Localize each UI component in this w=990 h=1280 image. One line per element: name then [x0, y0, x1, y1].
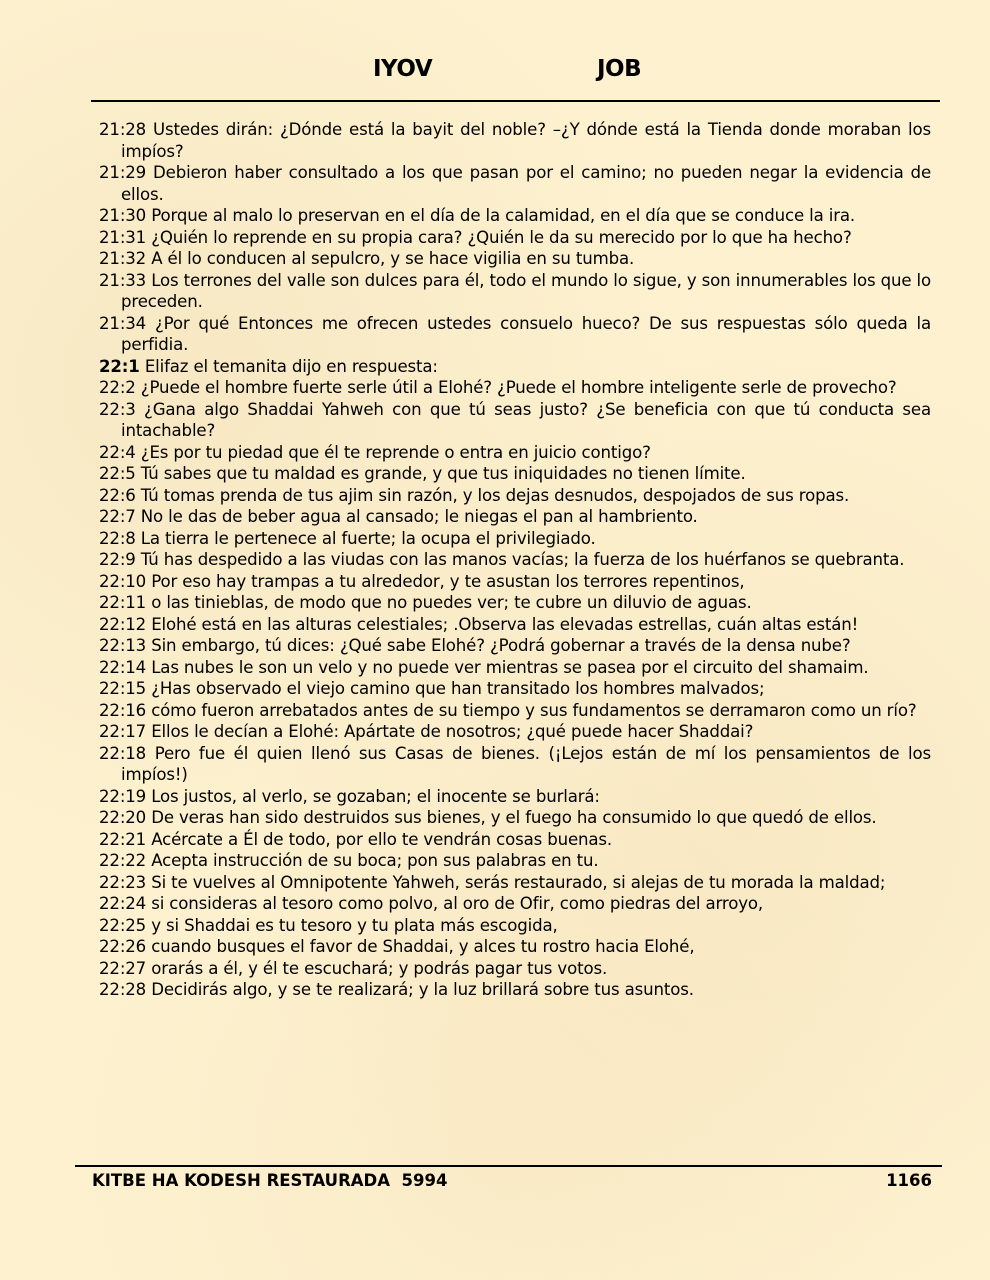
verse: [99, 893, 931, 915]
verse: [99, 377, 931, 399]
page-header: [0, 56, 990, 96]
verse-text: Si te vuelves al Omnipotente Yahweh, serás restaurado, si alejas de tu morada la maldad;: [151, 872, 886, 892]
verse: [99, 119, 931, 162]
verse: [99, 528, 931, 550]
verse: [99, 571, 931, 593]
verse: [99, 506, 931, 528]
verse-ref: 22:1: [99, 356, 140, 376]
verse-text: Por eso hay trampas a tu alrededor, y te asustan los terrores repentinos,: [151, 571, 745, 591]
verse-text: Elohé está en las alturas celestiales; .Observa las elevadas estrellas, cuán altas están!: [151, 614, 859, 634]
verse: [99, 248, 931, 270]
verse-text: Tú tomas prenda de tus ajim sin razón, y los dejas desnudos, despojados de sus ropas.: [140, 485, 850, 505]
verse: [99, 678, 931, 700]
verse-text: y si Shaddai es tu tesoro y tu plata más escogida,: [151, 915, 558, 935]
verse: [99, 549, 931, 571]
verse-ref: 22:23: [99, 872, 147, 892]
footer-book-edition: KITBE HA KODESH RESTAURADA 5994: [92, 1171, 448, 1190]
verse-text: ¿Puede el hombre fuerte serle útil a Elohé? ¿Puede el hombre inteligente serle de provecho?: [140, 378, 897, 397]
verse-ref: 22:9: [99, 550, 136, 569]
verse-ref: 22:17: [99, 722, 147, 741]
verse-text: Elifaz el temanita dijo en respuesta:: [144, 356, 438, 376]
verse-text: Tú sabes que tu maldad es grande, y que tus iniquidades no tienen límite.: [140, 464, 746, 483]
verse: [99, 700, 931, 722]
verse: [99, 205, 931, 227]
verse-ref: 22:10: [99, 571, 147, 591]
verse-ref: 22:19: [99, 786, 147, 806]
verse-text: A él lo conducen al sepulcro, y se hace vigilia en su tumba.: [151, 249, 635, 268]
verse-ref: 21:33: [99, 270, 147, 290]
verse-ref: 22:3: [99, 399, 136, 419]
verse-text: orarás a él, y él te escuchará; y podrás pagar tus votos.: [151, 958, 608, 978]
verse-text: ¿Quién lo reprende en su propia cara? ¿Quién le da su merecido por lo que ha hecho?: [151, 227, 852, 247]
verse: [99, 227, 931, 249]
verse-text: o las tinieblas, de modo que no puedes ver; te cubre un diluvio de aguas.: [151, 593, 752, 612]
verse-text: Ellos le decían a Elohé: Apártate de nosotros; ¿qué puede hacer Shaddai?: [151, 722, 754, 741]
verse: [99, 399, 931, 442]
verse-text: Porque al malo lo preservan en el día de la calamidad, en el día que se conduce la ira.: [151, 206, 856, 225]
verse-list: [99, 119, 931, 1001]
verse-text: De veras han sido destruidos sus bienes, y el fuego ha consumido lo que quedó de ellos.: [151, 808, 877, 827]
header-divider: [91, 100, 940, 102]
verse-ref: 22:8: [99, 528, 136, 548]
verse-text: Tú has despedido a las viudas con las manos vacías; la fuerza de los huérfanos se quebranta.: [140, 550, 905, 569]
verse-ref: 22:27: [99, 958, 147, 978]
book-title-hebrew: IYOV: [373, 56, 433, 82]
verse-ref: 22:16: [99, 700, 147, 720]
verse: [99, 743, 931, 786]
verse-text: Ustedes dirán: ¿Dónde está la bayit del noble? –¿Y dónde está la Tienda donde moraban los impíos?: [121, 120, 931, 161]
verse: [99, 635, 931, 657]
verse-text: Los justos, al verlo, se gozaban; el inocente se burlará:: [151, 786, 600, 806]
verse-ref: 22:25: [99, 915, 147, 935]
verse: [99, 958, 931, 980]
verse-ref: 21:30: [99, 206, 147, 225]
verse-ref: 22:13: [99, 636, 147, 655]
verse-ref: 22:26: [99, 937, 147, 956]
verse: [99, 915, 931, 937]
verse-text: Acércate a Él de todo, por ello te vendrán cosas buenas.: [151, 829, 613, 849]
verse-text: cómo fueron arrebatados antes de su tiempo y sus fundamentos se derramaron como un río?: [151, 700, 917, 720]
verse-ref: 22:22: [99, 851, 147, 870]
verse: [99, 657, 931, 679]
verse: [99, 786, 931, 808]
book-title-spanish: JOB: [597, 56, 642, 82]
footer-divider: [75, 1165, 942, 1167]
page-number: 1166: [886, 1171, 932, 1190]
verse-ref: 22:2: [99, 378, 136, 397]
verse-text: Debieron haber consultado a los que pasan por el camino; no pueden negar la evidencia de ellos.: [121, 163, 932, 204]
verse-ref: 22:28: [99, 980, 147, 999]
verse-ref: 21:31: [99, 227, 147, 247]
verse-text: ¿Es por tu piedad que él te reprende o entra en juicio contigo?: [140, 442, 651, 462]
verse-text: Decidirás algo, y se te realizará; y la luz brillará sobre tus asuntos.: [151, 980, 694, 999]
verse: [99, 442, 931, 464]
verse: [99, 721, 931, 743]
verse-ref: 22:18: [99, 743, 147, 763]
verse-ref: 22:14: [99, 657, 147, 677]
verse-ref: 22:11: [99, 593, 147, 612]
verse-text: La tierra le pertenece al fuerte; la ocupa el privilegiado.: [140, 528, 596, 548]
verse-text: Pero fue él quien llenó sus Casas de bienes. (¡Lejos están de mí los pensamientos de los impíos!): [121, 743, 932, 784]
verse-ref: 22:24: [99, 894, 147, 913]
verse-ref: 22:15: [99, 679, 147, 698]
verse-text: Las nubes le son un velo y no puede ver mientras se pasea por el circuito del shamaim.: [151, 657, 869, 677]
verse: [99, 356, 931, 378]
verse-text: Acepta instrucción de su boca; pon sus palabras en tu.: [151, 851, 599, 870]
verse-text: ¿Gana algo Shaddai Yahweh con que tú seas justo? ¿Se beneficia con que tú conducta sea intachable?: [121, 399, 931, 440]
verse-text: Sin embargo, tú dices: ¿Qué sabe Elohé? ¿Podrá gobernar a través de la densa nube?: [151, 636, 851, 655]
verse: [99, 829, 931, 851]
verse-ref: 22:5: [99, 464, 136, 483]
verse-ref: 22:7: [99, 507, 136, 526]
verse: [99, 850, 931, 872]
verse: [99, 614, 931, 636]
verse-ref: 22:12: [99, 614, 147, 634]
verse-ref: 22:21: [99, 829, 147, 849]
verse-text: ¿Por qué Entonces me ofrecen ustedes consuelo hueco? De sus respuestas sólo queda la perfidia.: [121, 313, 931, 354]
verse-ref: 21:28: [99, 120, 147, 139]
verse-ref: 21:32: [99, 249, 147, 268]
verse: [99, 463, 931, 485]
verse-ref: 21:29: [99, 163, 147, 182]
verse: [99, 485, 931, 507]
verse-ref: 21:34: [99, 313, 147, 333]
verse: [99, 313, 931, 356]
verse: [99, 592, 931, 614]
verse-ref: 22:4: [99, 442, 136, 462]
verse-ref: 22:20: [99, 808, 147, 827]
verse-text: No le das de beber agua al cansado; le niegas el pan al hambriento.: [140, 507, 698, 526]
verse: [99, 872, 931, 894]
verse-text: si consideras al tesoro como polvo, al oro de Ofir, como piedras del arroyo,: [151, 894, 764, 913]
verse-text: Los terrones del valle son dulces para él, todo el mundo lo sigue, y son innumerables los que lo preceden.: [121, 270, 932, 311]
verse: [99, 936, 931, 958]
verse: [99, 270, 931, 313]
verse-text: ¿Has observado el viejo camino que han transitado los hombres malvados;: [151, 679, 765, 698]
verse-ref: 22:6: [99, 485, 136, 505]
verse-text: cuando busques el favor de Shaddai, y alces tu rostro hacia Elohé,: [151, 937, 695, 956]
verse: [99, 162, 931, 205]
verse: [99, 979, 931, 1001]
verse: [99, 807, 931, 829]
